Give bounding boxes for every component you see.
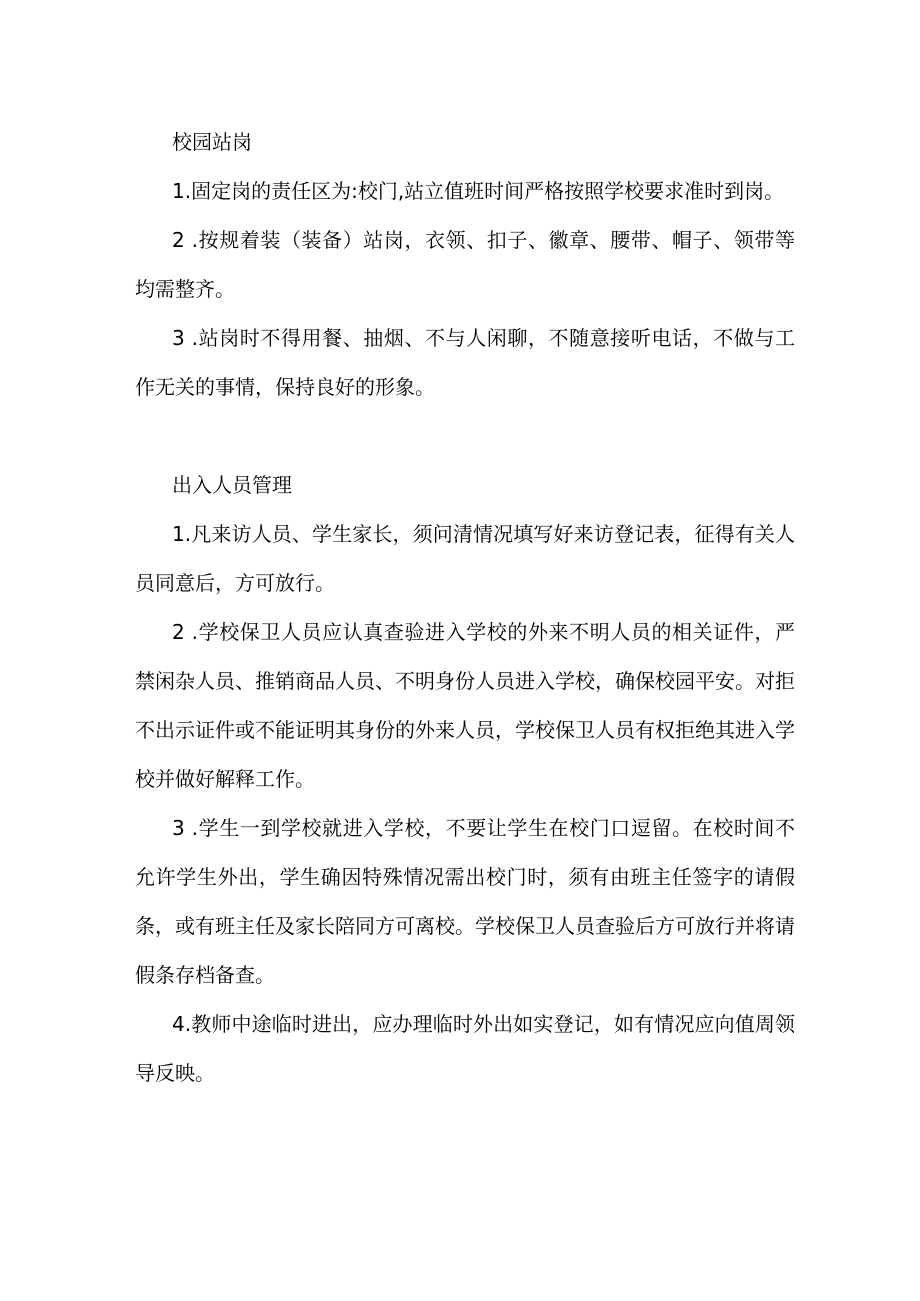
section-heading: 出入人员管理	[172, 473, 292, 497]
rule-paragraph: 1.固定岗的责任区为:校门,站立值班时间严格按照学校要求准时到岗。	[172, 179, 785, 203]
document-body	[135, 118, 795, 1098]
rule-paragraph: 3 .站岗时不得用餐、抽烟、不与人闲聊，不随意接听电话，不做与工作无关的事情，保持良好的形象。	[135, 326, 795, 399]
section-spacer	[135, 412, 795, 461]
rule-paragraph: 3 .学生一到学校就进入学校，不要让学生在校门口逗留。在校时间不允许学生外出，学生确因特殊情况需出校门时，须有由班主任签字的请假条，或有班主任及家长陪同方可离校。学校保卫人员查验后方可放行并将请假条存档备查。	[135, 816, 795, 987]
section-heading: 校园站岗	[172, 130, 252, 154]
section-campus-guard	[135, 118, 795, 412]
rule-paragraph: 2 .学校保卫人员应认真查验进入学校的外来不明人员的相关证件，严禁闲杂人员、推销商品人员、不明身份人员进入学校，确保校园平安。对拒不出示证件或不能证明其身份的外来人员，学校保卫人员有权拒绝其进入学校并做好解释工作。	[135, 620, 795, 791]
section-visitor-management	[135, 461, 795, 1098]
rule-paragraph: 4.教师中途临时进出，应办理临时外出如实登记，如有情况应向值周领导反映。	[135, 1012, 795, 1085]
rule-paragraph: 2 .按规着装（装备）站岗，衣领、扣子、徽章、腰带、帽子、领带等均需整齐。	[135, 228, 795, 301]
rule-paragraph: 1.凡来访人员、学生家长，须问清情况填写好来访登记表，征得有关人员同意后，方可放行。	[135, 522, 795, 595]
